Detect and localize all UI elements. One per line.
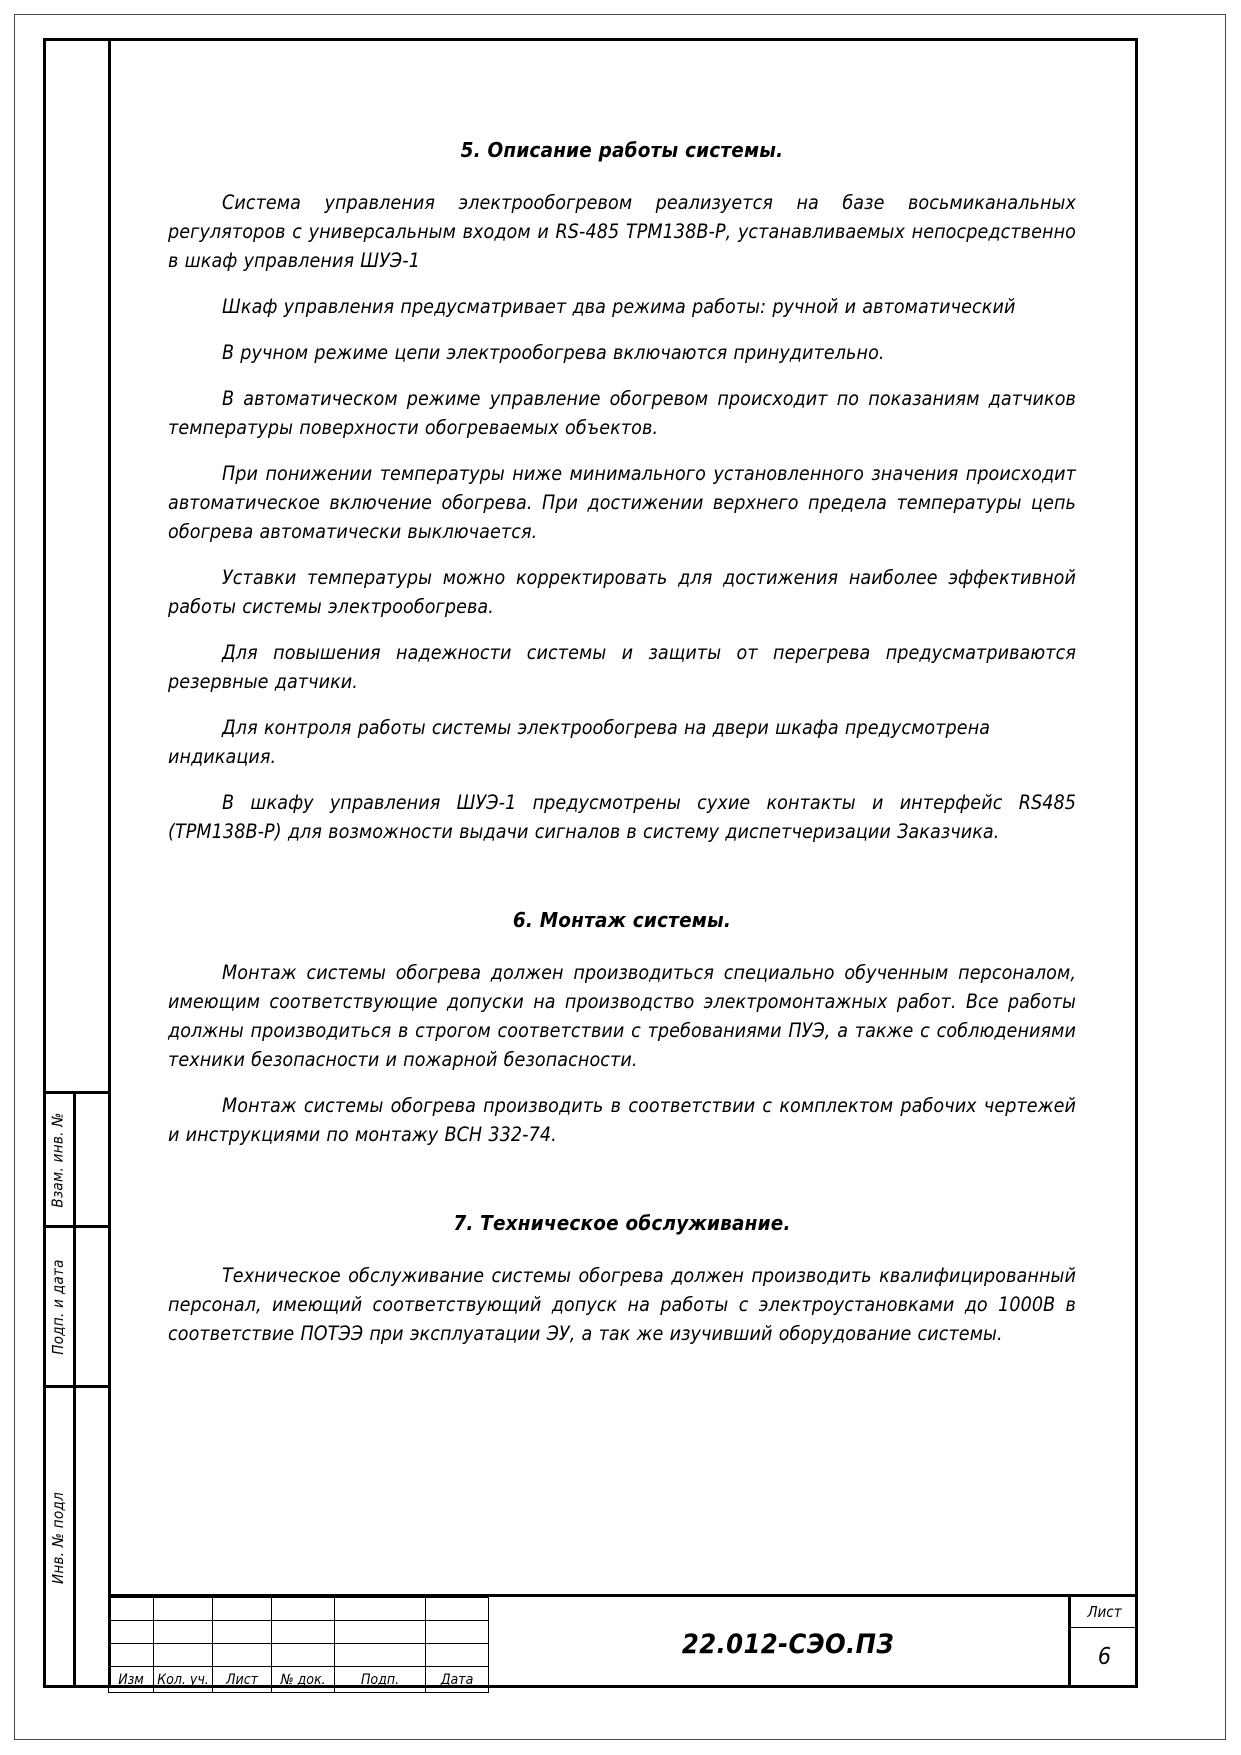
document-designation: 22.012-СЭО.ПЗ xyxy=(681,1629,895,1660)
revision-cell xyxy=(213,1598,272,1621)
revision-cell xyxy=(426,1644,489,1667)
table-row xyxy=(109,1621,489,1644)
revision-cell xyxy=(426,1621,489,1644)
table-header-row xyxy=(109,1667,489,1693)
section-5-paragraph-2: Шкаф управления предусматривает два режима работы: ручной и автоматический xyxy=(222,295,1016,318)
revision-header-data: Дата xyxy=(426,1667,489,1693)
revision-cell xyxy=(272,1644,335,1667)
section-6-paragraph-1: Монтаж системы обогрева должен производиться специально обученным персоналом, имеющим соответствующие допуски на производство электромонтажных работ. Все работы должны производиться в строгом соответствии с требованиями ПУЭ, а также с соблюдениями техники безопасности и пожарной безопасности. xyxy=(168,961,1076,1071)
spacer-before-section-5 xyxy=(168,96,1076,138)
stamp-label-vzam-inv-text: Взам. инв. № xyxy=(49,1111,67,1208)
title-block xyxy=(108,1528,1138,1688)
revision-header-izm: Изм xyxy=(109,1667,154,1693)
spacer-after-section-7-title xyxy=(168,1235,1076,1261)
table-row xyxy=(109,1644,489,1667)
revision-cell xyxy=(213,1621,272,1644)
section-5-title: 5. Описание работы системы. xyxy=(460,138,784,162)
section-5-paragraph-9: В шкафу управления ШУЭ-1 предусмотрены сухие контакты и интерфейс RS485 (ТРМ138В-Р) для возможности выдачи сигналов в систему диспетчеризации Заказчика. xyxy=(168,791,1076,843)
table-row xyxy=(109,1598,489,1621)
section-5-paragraph-3: В ручном режиме цепи электрообогрева включаются принудительно. xyxy=(222,341,885,364)
section-5-paragraph-7: Для повышения надежности системы и защиты от перегрева предусматриваются резервные датчики. xyxy=(168,641,1076,693)
section-7-title: 7. Техническое обслуживание. xyxy=(453,1211,791,1235)
spacer-after-section-5-title xyxy=(168,162,1076,188)
section-5-paragraph-8: Для контроля работы системы электрообогрева на двери шкафа предусмотрена индикация. xyxy=(168,716,991,768)
sheet-number-box xyxy=(1068,1597,1138,1688)
stamp-cell-vzam-inv xyxy=(43,1091,108,1225)
revision-cell xyxy=(335,1644,426,1667)
stamp-cell-inv-podl xyxy=(43,1385,108,1688)
revision-cell xyxy=(426,1598,489,1621)
revision-cell xyxy=(154,1644,213,1667)
section-5-paragraph-1: Система управления электрообогревом реализуется на базе восьмиканальных регуляторов с универсальным входом и RS-485 ТРМ138В-Р, устанавливаемых непосредственно в шкаф управления ШУЭ-1 xyxy=(168,191,1076,272)
section-6-title: 6. Монтаж системы. xyxy=(512,908,732,932)
content-area xyxy=(111,38,1138,1688)
stamp-label-inv-podl-text: Инв. № подл xyxy=(49,1491,68,1585)
stamp-label-podp-i-data xyxy=(43,1228,76,1385)
revision-header-nomer-dok: № док. xyxy=(272,1667,335,1693)
revision-table xyxy=(108,1597,489,1693)
stamp-label-podp-i-data-text: Подп. и дата xyxy=(49,1258,68,1355)
sheet-number: 6 xyxy=(1097,1644,1112,1670)
stamp-label-vzam-inv xyxy=(43,1094,76,1225)
stamp-label-inv-podl xyxy=(43,1388,76,1688)
spacer-before-section-6 xyxy=(168,846,1076,908)
spacer-before-section-7 xyxy=(168,1149,1076,1211)
revision-cell xyxy=(154,1621,213,1644)
revision-header-list: Лист xyxy=(213,1667,272,1693)
revision-cell xyxy=(154,1598,213,1621)
sheet-label: Лист xyxy=(1071,1597,1138,1628)
revision-cell xyxy=(272,1621,335,1644)
section-6-paragraph-2: Монтаж системы обогрева производить в соответствии с комплектом рабочих чертежей и инструкциями по монтажу ВСН 332-74. xyxy=(168,1094,1076,1146)
section-7-paragraph-1: Техническое обслуживание системы обогрева должен производить квалифицированный персонал, имеющий соответствующий допуск на работы с электроустановками до 1000В в соответствие ПОТЭЭ при эксплуатации ЭУ, а так же изучивший оборудование системы. xyxy=(168,1264,1076,1345)
stamp-blank-podp-i-data xyxy=(76,1228,108,1385)
document-text xyxy=(168,96,1076,1348)
stamp-blank-vzam-inv xyxy=(76,1094,108,1225)
revision-header-kol-uch: Кол. уч. xyxy=(154,1667,213,1693)
revision-cell xyxy=(335,1621,426,1644)
stamp-blank-inv-podl xyxy=(76,1388,108,1688)
section-5-paragraph-4: В автоматическом режиме управление обогревом происходит по показаниям датчиков температуры поверхности обогреваемых объектов. xyxy=(168,387,1076,439)
revision-cell xyxy=(109,1621,154,1644)
spacer-after-section-6-title xyxy=(168,932,1076,958)
revision-cell xyxy=(213,1644,272,1667)
section-5-paragraph-6: Уставки температуры можно корректировать для достижения наиболее эффективной работы системы электрообогрева. xyxy=(168,566,1076,618)
stamp-cell-podp-i-data xyxy=(43,1225,108,1385)
revision-cell xyxy=(335,1598,426,1621)
section-5-paragraph-5: При понижении температуры ниже минимального установленного значения происходит автоматическое включение обогрева. При достижении верхнего предела температуры цепь обогрева автоматически выключается. xyxy=(168,462,1076,543)
revision-cell xyxy=(109,1644,154,1667)
revision-cell xyxy=(109,1598,154,1621)
revision-cell xyxy=(272,1598,335,1621)
revision-header-podp: Подп. xyxy=(335,1667,426,1693)
